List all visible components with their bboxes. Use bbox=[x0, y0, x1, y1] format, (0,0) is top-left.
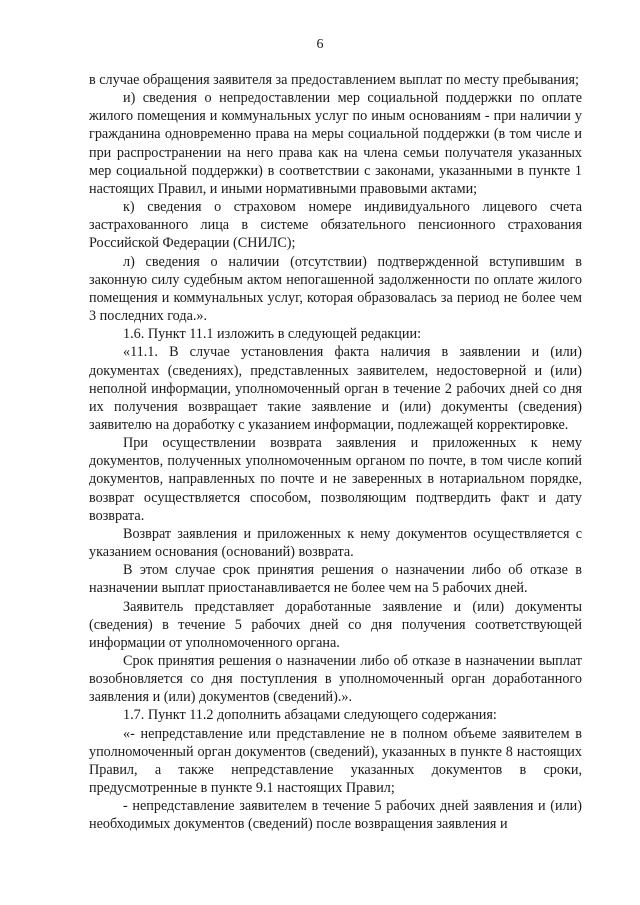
paragraph-item-k: к) сведения о страховом номере индивидуального лицевого счета застрахованного лица в системе обязательного пенсионного страхования Российской Федерации (СНИЛС); bbox=[89, 199, 582, 252]
paragraph-suspension: В этом случае срок принятия решения о назначении либо об отказе в назначении выплат приостанавливается не более чем на 5 рабочих дней. bbox=[89, 562, 582, 597]
paragraph-resumption: Срок принятия решения о назначении либо об отказе в назначении выплат возобновляется со дня поступления в уполномоченный орган доработанного заявления и (или) документов (сведений).». bbox=[89, 653, 582, 706]
document-body bbox=[89, 71, 582, 834]
page-number: 6 bbox=[316, 37, 324, 52]
paragraph-item-i: и) сведения о непредоставлении мер социальной поддержки по оплате жилого помещения и коммунальных услуг по иным основаниям - при наличии у гражданина одновременно права на меры социальной поддержки (в том числе и при распространении на него права как на члена семьи получателя указанных мер социальной поддержки) в соответствии с законами, указанными в пункте 1 настоящих Правил, и иными нормативными правовыми актами; bbox=[89, 90, 582, 197]
paragraph-1-6: 1.6. Пункт 11.1 изложить в следующей редакции: bbox=[123, 326, 422, 343]
paragraph-continuation: в случае обращения заявителя за предоставлением выплат по месту пребывания; bbox=[89, 72, 579, 88]
paragraph-return-grounds: Возврат заявления и приложенных к нему документов осуществляется с указанием основания (оснований) возврата. bbox=[89, 525, 582, 561]
paragraph-return-by-mail: При осуществлении возврата заявления и приложенных к нему документов, полученных уполномоченным органом по почте, в том числе копий документов, направленных по почте и не заверенных в нотариальном порядке, возврат осуществляется способом, позволяющим подтвердить факт и дату возврата. bbox=[89, 435, 582, 524]
paragraph-non-submission-after-return: - непредставление заявителем в течение 5 рабочих дней заявления и (или) необходимых документов (сведений) после возвращения заявления и bbox=[89, 798, 582, 833]
paragraph-non-submission: «- непредставление или представление не в полном объеме заявителем в уполномоченный орган документов (сведений), указанных в пункте 8 настоящих Правил, а также непредставление указанных документов в сроки, предусмотренные в пункте 9.1 настоящих Правил; bbox=[89, 725, 582, 797]
paragraph-11-1: «11.1. В случае установления факта наличия в заявлении и (или) документах (сведениях), представленных заявителем, недостоверной и (или) неполной информации, уполномоченный орган в течение 2 рабочих дней со дня их получения возвращает такие заявление и (или) документы (сведения) заявителю на доработку с указанием информации, подлежащей корректировке. bbox=[89, 344, 582, 433]
paragraph-1-7: 1.7. Пункт 11.2 дополнить абзацами следующего содержания: bbox=[123, 707, 497, 724]
paragraph-resubmission: Заявитель представляет доработанные заявление и (или) документы (сведения) в течение 5 рабочих дней со дня получения соответствующей информации от уполномоченного органа. bbox=[89, 598, 582, 651]
paragraph-item-l: л) сведения о наличии (отсутствии) подтвержденной вступившим в законную силу судебным актом непогашенной задолженности по оплате жилого помещения и коммунальных услуг, которая образовалась за период не более чем 3 последних года.». bbox=[89, 253, 582, 325]
